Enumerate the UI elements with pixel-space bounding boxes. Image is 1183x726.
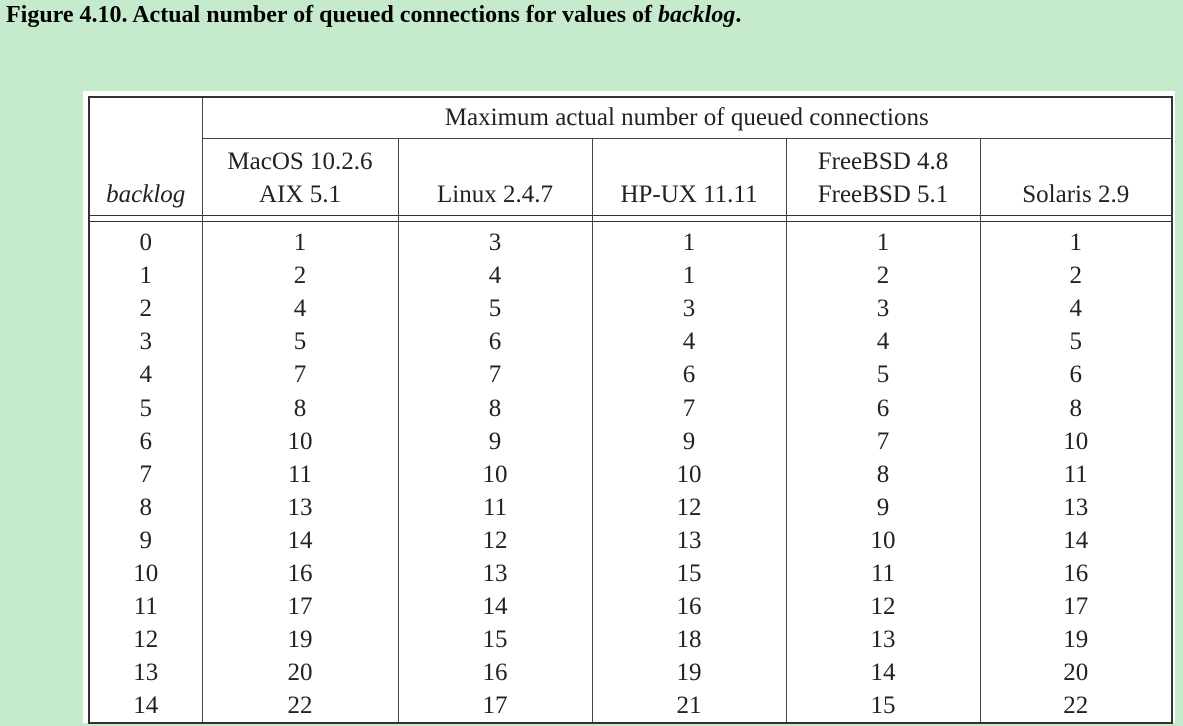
value-cell: 5 <box>202 325 398 358</box>
value-cell: 9 <box>398 425 592 458</box>
value-cell: 5 <box>980 325 1172 358</box>
value-cell: 8 <box>980 391 1172 424</box>
value-cell: 14 <box>786 656 980 689</box>
value-cell: 10 <box>980 425 1172 458</box>
value-cell: 17 <box>398 689 592 723</box>
backlog-cell: 14 <box>89 689 202 723</box>
value-cell: 21 <box>592 689 786 723</box>
value-cell: 8 <box>202 391 398 424</box>
value-cell: 4 <box>786 325 980 358</box>
table-row <box>89 491 1172 524</box>
value-cell: 1 <box>786 222 980 260</box>
backlog-cell: 6 <box>89 425 202 458</box>
value-cell: 10 <box>398 458 592 491</box>
backlog-cell: 11 <box>89 590 202 623</box>
value-cell: 11 <box>980 458 1172 491</box>
span-column-header: Maximum actual number of queued connections <box>202 97 1172 139</box>
value-cell: 1 <box>980 222 1172 260</box>
value-cell: 10 <box>202 425 398 458</box>
value-cell: 16 <box>202 557 398 590</box>
backlog-cell: 10 <box>89 557 202 590</box>
backlog-cell: 0 <box>89 222 202 260</box>
value-cell: 9 <box>592 425 786 458</box>
value-cell: 11 <box>398 491 592 524</box>
value-cell: 13 <box>202 491 398 524</box>
header-row-span <box>89 97 1172 139</box>
value-cell: 6 <box>398 325 592 358</box>
table-row <box>89 259 1172 292</box>
value-cell: 17 <box>202 590 398 623</box>
column-header-1 <box>202 139 398 216</box>
value-cell: 14 <box>398 590 592 623</box>
value-cell: 16 <box>592 590 786 623</box>
value-cell: 13 <box>980 491 1172 524</box>
value-cell: 15 <box>398 623 592 656</box>
value-cell: 7 <box>398 358 592 391</box>
value-cell: 19 <box>980 623 1172 656</box>
backlog-cell: 2 <box>89 292 202 325</box>
value-cell: 6 <box>786 391 980 424</box>
value-cell: 3 <box>786 292 980 325</box>
value-cell: 2 <box>786 259 980 292</box>
value-cell: 2 <box>980 259 1172 292</box>
value-cell: 13 <box>398 557 592 590</box>
value-cell: 4 <box>980 292 1172 325</box>
table-card <box>83 91 1175 723</box>
column-header-line: Solaris 2.9 <box>1022 181 1130 208</box>
value-cell: 14 <box>202 524 398 557</box>
queued-connections-table <box>88 96 1173 724</box>
value-cell: 10 <box>592 458 786 491</box>
value-cell: 8 <box>786 458 980 491</box>
value-cell: 13 <box>592 524 786 557</box>
value-cell: 20 <box>202 656 398 689</box>
value-cell: 2 <box>202 259 398 292</box>
column-header-line: FreeBSD 4.8 <box>817 148 949 175</box>
value-cell: 15 <box>786 689 980 723</box>
value-cell: 5 <box>398 292 592 325</box>
value-cell: 6 <box>592 358 786 391</box>
value-cell: 4 <box>202 292 398 325</box>
value-cell: 1 <box>202 222 398 260</box>
table-row <box>89 292 1172 325</box>
column-header-line: AIX 5.1 <box>259 181 341 208</box>
backlog-column-header: backlog <box>89 97 202 216</box>
value-cell: 4 <box>592 325 786 358</box>
table-row <box>89 590 1172 623</box>
backlog-cell: 1 <box>89 259 202 292</box>
backlog-cell: 7 <box>89 458 202 491</box>
value-cell: 7 <box>202 358 398 391</box>
value-cell: 11 <box>786 557 980 590</box>
value-cell: 4 <box>398 259 592 292</box>
table-row <box>89 358 1172 391</box>
column-header-3 <box>592 139 786 216</box>
value-cell: 18 <box>592 623 786 656</box>
backlog-cell: 13 <box>89 656 202 689</box>
table-row <box>89 325 1172 358</box>
table-row <box>89 425 1172 458</box>
value-cell: 6 <box>980 358 1172 391</box>
backlog-cell: 3 <box>89 325 202 358</box>
value-cell: 12 <box>398 524 592 557</box>
value-cell: 1 <box>592 222 786 260</box>
value-cell: 5 <box>786 358 980 391</box>
value-cell: 17 <box>980 590 1172 623</box>
backlog-cell: 12 <box>89 623 202 656</box>
column-header-5 <box>980 139 1172 216</box>
backlog-cell: 9 <box>89 524 202 557</box>
figure-caption <box>6 2 741 29</box>
value-cell: 7 <box>592 391 786 424</box>
column-header-line: HP-UX 11.11 <box>620 181 758 208</box>
caption-suffix: . <box>735 2 742 28</box>
table-row <box>89 557 1172 590</box>
value-cell: 22 <box>202 689 398 723</box>
column-header-line: MacOS 10.2.6 <box>227 148 373 175</box>
value-cell: 7 <box>786 425 980 458</box>
table-row <box>89 391 1172 424</box>
column-header-4 <box>786 139 980 216</box>
value-cell: 12 <box>786 590 980 623</box>
value-cell: 3 <box>398 222 592 260</box>
backlog-cell: 8 <box>89 491 202 524</box>
caption-term: backlog <box>658 2 736 28</box>
value-cell: 10 <box>786 524 980 557</box>
value-cell: 20 <box>980 656 1172 689</box>
table-row <box>89 656 1172 689</box>
column-header-line: Linux 2.4.7 <box>437 181 553 208</box>
table-body <box>89 222 1172 724</box>
value-cell: 3 <box>592 292 786 325</box>
table-row <box>89 623 1172 656</box>
value-cell: 12 <box>592 491 786 524</box>
value-cell: 11 <box>202 458 398 491</box>
table-row <box>89 524 1172 557</box>
value-cell: 14 <box>980 524 1172 557</box>
value-cell: 19 <box>202 623 398 656</box>
value-cell: 8 <box>398 391 592 424</box>
value-cell: 13 <box>786 623 980 656</box>
column-header-line: FreeBSD 5.1 <box>817 181 949 208</box>
value-cell: 15 <box>592 557 786 590</box>
header-row-columns <box>89 139 1172 216</box>
value-cell: 16 <box>398 656 592 689</box>
table-row <box>89 689 1172 723</box>
backlog-cell: 5 <box>89 391 202 424</box>
value-cell: 9 <box>786 491 980 524</box>
value-cell: 1 <box>592 259 786 292</box>
column-header-2 <box>398 139 592 216</box>
table-row <box>89 458 1172 491</box>
backlog-cell: 4 <box>89 358 202 391</box>
table-row <box>89 222 1172 260</box>
value-cell: 22 <box>980 689 1172 723</box>
caption-prefix: Figure 4.10. Actual number of queued connections for values of <box>6 2 659 28</box>
value-cell: 16 <box>980 557 1172 590</box>
value-cell: 19 <box>592 656 786 689</box>
